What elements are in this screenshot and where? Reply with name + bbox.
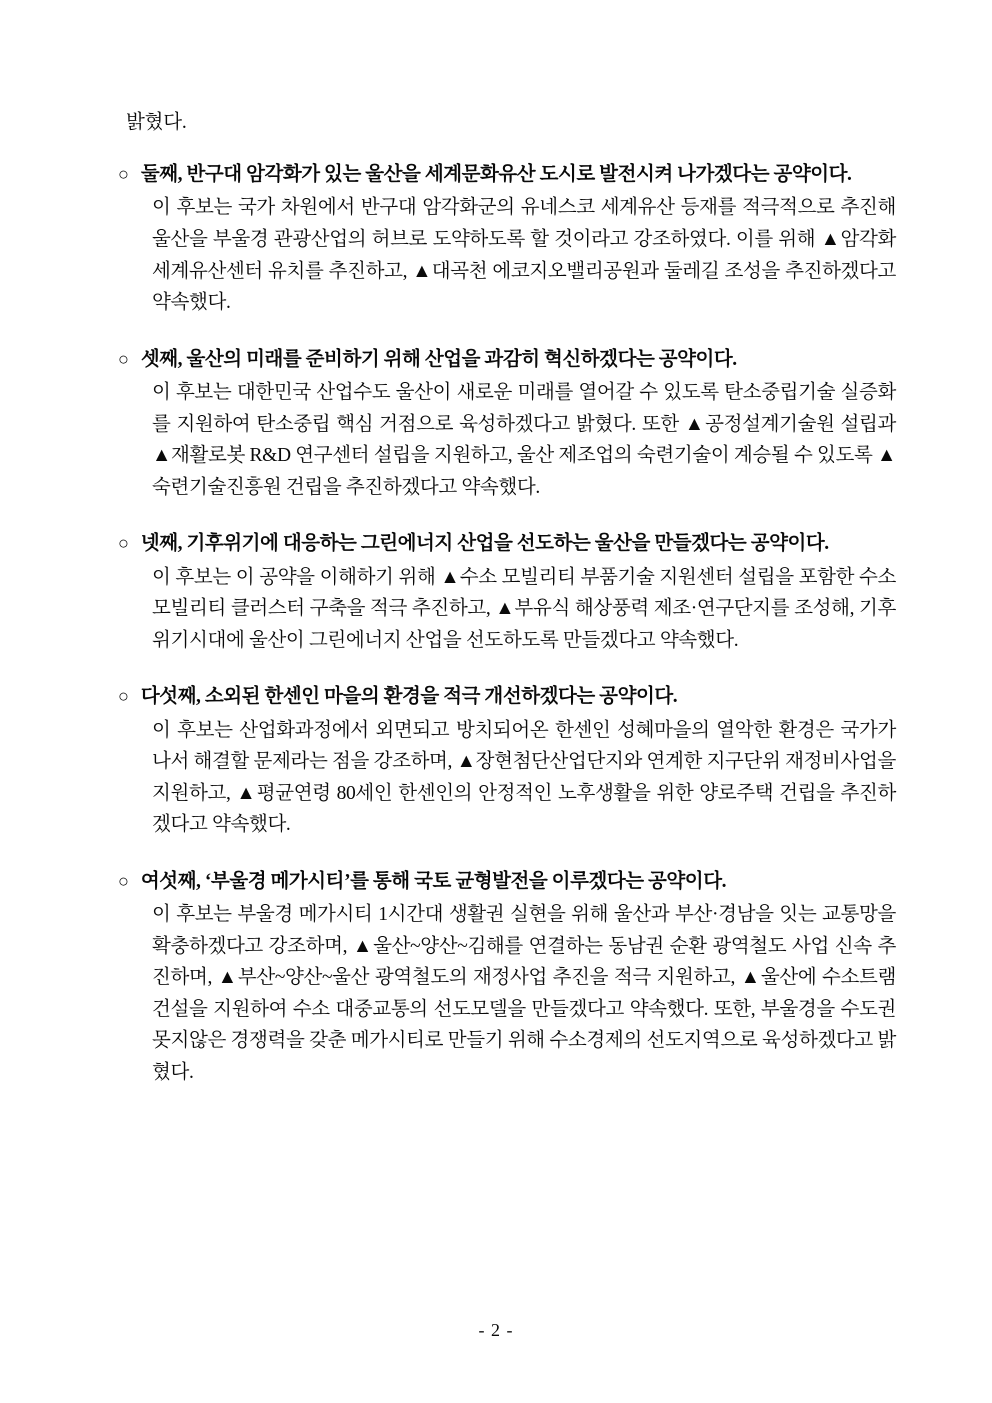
- circle-bullet-icon: ○: [118, 533, 129, 554]
- section-body: 이 후보는 산업화과정에서 외면되고 방치되어온 한센인 성혜마을의 열악한 환경은 국가가 나서 해결할 문제라는 점을 강조하며, ▲장현첨단산업단지와 연계한 지구단위 재정비사업을 지원하고, ▲평균연령 80세인 한센인의 안정적인 노후생활을 위한 양로주택 건립을 추진하겠다고 약속했다.: [152, 719, 896, 836]
- section-heading: 다섯째, 소외된 한센인 마을의 환경을 적극 개선하겠다는 공약이다.: [140, 686, 678, 708]
- section-heading: 둘째, 반구대 암각화가 있는 울산을 세계문화유산 도시로 발전시켜 나가겠다는 공약이다.: [140, 164, 852, 186]
- section-sixth: [118, 867, 896, 1089]
- section-heading: 여섯째, ‘부울경 메가시티’를 통해 국토 균형발전을 이루겠다는 공약이다.: [140, 870, 727, 892]
- section-heading: 넷째, 기후위기에 대응하는 그린에너지 산업을 선도하는 울산을 만들겠다는 공약이다.: [140, 533, 829, 555]
- section-fourth: [118, 529, 896, 656]
- circle-bullet-icon: ○: [118, 164, 129, 185]
- section-fifth: [118, 682, 896, 841]
- section-body: 이 후보는 부울경 메가시티 1시간대 생활권 실현을 위해 울산과 부산·경남을 잇는 교통망을 확충하겠다고 강조하며, ▲울산~양산~김해를 연결하는 동남권 순환 광역철도 사업 신속 추진하며, ▲부산~양산~울산 광역철도의 재정사업 추진을 적극 지원하고, ▲울산에 수소트램 건설을 지원하여 수소 대중교통의 선도모델을 만들겠다고 약속했다. 또한, 부울경을 수도권 못지않은 경쟁력을 갖춘 메가시티로 만들기 위해 수소경제의 선도지역으로 육성하겠다고 밝혔다.: [152, 904, 896, 1084]
- section-second: [118, 160, 896, 319]
- section-heading-row: [118, 345, 896, 374]
- section-body: 이 후보는 대한민국 산업수도 울산이 새로운 미래를 열어갈 수 있도록 탄소중립기술 실증화를 지원하여 탄소중립 핵심 거점으로 육성하겠다고 밝혔다. 또한 ▲공정설계기술원 설립과 ▲재활로봇 R&D 연구센터 설립을 지원하고, 울산 제조업의 숙련기술이 계승될 수 있도록 ▲숙련기술진흥원 건립을 추진하겠다고 약속했다.: [152, 382, 896, 498]
- section-heading-row: [118, 529, 896, 558]
- section-heading-row: [118, 160, 896, 189]
- page-number: - 2 -: [478, 1320, 514, 1340]
- section-heading-row: [118, 867, 896, 896]
- circle-bullet-icon: ○: [118, 870, 129, 891]
- circle-bullet-icon: ○: [118, 348, 129, 369]
- section-body: 이 후보는 국가 차원에서 반구대 암각화군의 유네스코 세계유산 등재를 적극적으로 추진해 울산을 부울경 관광산업의 허브로 도약하도록 할 것이라고 강조하였다. 이를 위해 ▲암각화 세계유산센터 유치를 추진하고, ▲대곡천 에코지오밸리공원과 둘레길 조성을 추진하겠다고 약속했다.: [152, 197, 896, 314]
- section-body: 이 후보는 이 공약을 이해하기 위해 ▲수소 모빌리티 부품기술 지원센터 설립을 포함한 수소 모빌리티 클러스터 구축을 적극 추진하고, ▲부유식 해상풍력 제조·연구단지를 조성해, 기후위기시대에 울산이 그린에너지 산업을 선도하도록 만들겠다고 약속했다.: [152, 566, 896, 651]
- section-heading: 셋째, 울산의 미래를 준비하기 위해 산업을 과감히 혁신하겠다는 공약이다.: [140, 348, 737, 370]
- section-heading-row: [118, 682, 896, 711]
- section-third: [118, 345, 896, 504]
- lead-line: 밝혔다.: [126, 112, 187, 133]
- circle-bullet-icon: ○: [118, 686, 129, 707]
